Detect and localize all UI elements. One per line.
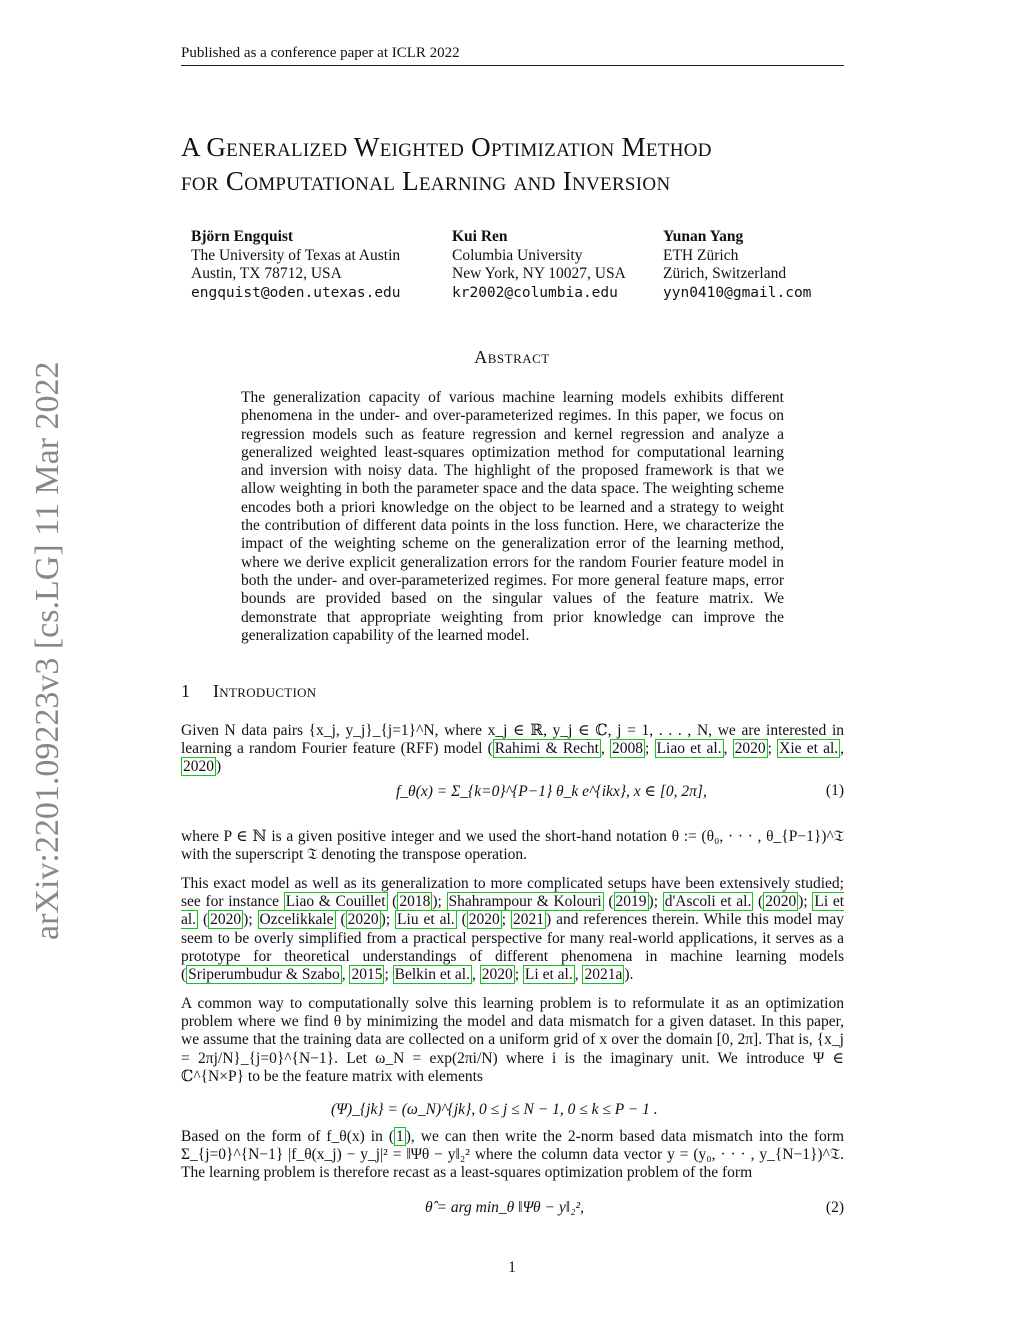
author-address: Zürich, Switzerland — [663, 265, 787, 282]
citation-link[interactable]: Sriperumbudur & Szabo — [188, 966, 340, 984]
intro-paragraph-1: Given N data pairs {x_j, y_j}_{j=1}^N, where x_j ∈ ℝ, y_j ∈ ℂ, j = 1, . . . , N, we are interested in learning a random Fourier feature (RFF) model ( Rahimi & Recht , 2008 ; Liao et al. , 2020 ; Xie et al. , 2020 ) — [181, 722, 845, 776]
equation-1 — [181, 782, 844, 802]
author-address: New York, NY 10027, USA — [452, 265, 626, 282]
paragraph-text: Given N data pairs {x_j, y_j}_{j=1}^N, where x_j ∈ ℝ, y_j ∈ ℂ, j = 1, . . . , N, we are interested in learning a random Fourier feature (RFF) model ( — [181, 722, 844, 758]
citation-link[interactable]: Liao et al. — [656, 740, 722, 758]
intro-paragraph-3: This exact model as well as its generalization to more complicated setups have been extensively studied; see for instance Liao & Couillet ( 2018 ); Shahrampour & Kolouri ( 2019 ); d'Ascoli et al. ( 2020 ); Li et al. ( 2020 ); Ozcelikkale ( 2020 ); Liu et al. ( 2020 ; 2021 ) and references therein. While this model may seem to be overly simplified from a practical perspective for many real-world applications, it serves as a prototype for theoretical understandings of different phenomena in machine learning models ( Sriperumbudur & Szabo , 2015 ; Belkin et al. , 2020 ; Li et al. , 2021a ). — [181, 875, 845, 984]
author-affiliation: Columbia University — [452, 246, 583, 264]
equation-psi — [181, 1101, 844, 1121]
intro-paragraph-5 — [181, 1128, 844, 1183]
citation-link[interactable]: 2021a — [584, 966, 623, 984]
intro-paragraph-4: A common way to computationally solve this learning problem is to reformulate it as an optimization problem where we find θ by minimizing the model and data mismatch for a given dataset. In this paper, we assume that the training data are collected on a uniform grid of x over the domain [0, 2π]. That is, {x_j = 2πj/N}_{j=0}^{N−1}. Let ω_N = exp(2πi/N) where i is the imaginary unit. We introduce Ψ ∈ ℂ^{N×P} to be the feature matrix with elements — [181, 995, 844, 1085]
intro-paragraph-2: where P ∈ ℕ is a given positive integer and we used the short-hand notation θ := (θ₀, · · · , θ_{P−1})^𝔗 with the superscript 𝔗 denoting the transpose operation. — [181, 828, 844, 864]
citation-link[interactable]: 2020 — [183, 758, 214, 776]
citation-link[interactable]: Li et al. — [524, 966, 573, 984]
author-name: Yunan Yang — [663, 228, 744, 245]
citation-link[interactable]: 2019 — [615, 893, 647, 911]
citation-link[interactable]: Liu et al. — [397, 911, 455, 929]
paragraph-text: This exact model as well as its generalization to more complicated setups have been extensively studied; see for instance — [181, 875, 844, 911]
author-address: Austin, TX 78712, USA — [191, 265, 342, 282]
title-line-1: A Generalized Weighted Optimization Method — [181, 132, 712, 162]
author-name: Björn Engquist — [191, 228, 294, 245]
author-affiliation: The University of Texas at Austin — [191, 246, 401, 264]
paragraph-text: Based on the form of f_θ(x) in ( — [181, 1128, 394, 1145]
section-number: 1 — [181, 681, 191, 701]
author-email[interactable]: yyn0410@gmail.com — [663, 284, 812, 301]
citation-link[interactable]: Liao & Couillet — [285, 893, 386, 911]
citation-link[interactable]: 2018 — [399, 893, 431, 911]
author-email[interactable]: engquist@oden.utexas.edu — [191, 284, 401, 301]
author-block-2 — [452, 228, 626, 302]
citation-link[interactable]: Xie et al. — [779, 740, 839, 758]
title-line-2: for Computational Learning and Inversion — [181, 166, 671, 196]
equation-body: θ̂ = arg min_θ ‖Ψθ − y‖₂², — [425, 1199, 584, 1216]
equation-body: f_θ(x) = Σ_{k=0}^{P−1} θ_k e^{ikx}, x ∈ [0, 2π], — [396, 783, 707, 800]
running-header: Published as a conference paper at ICLR 2022 — [181, 44, 844, 66]
abstract-text: The generalization capacity of various machine learning models exhibits different phenomena in the under- and over-parameterized regimes. In this paper, we focus on regression models such as feature regression and kernel regression and analyze a generalized weighted least-squares optimization method for computational learning and inversion with noisy data. The highlight of the proposed framework is that we allow weighting in both the parameter space and the data space. The weighting scheme encodes both a priori knowledge on the object to be learned and a strategy to weight the contribution of different data points in the loss function. Here, we characterize the impact of the weighting scheme on the generalization error of the learning method, where we derive explicit generalization errors for the random Fourier feature model in both the under- and over-parameterized regimes. For more general feature maps, error bounds are provided based on the singular values of the feature matrix. We demonstrate that appropriate weighting from prior knowledge can improve the generalization capability of the learned model. — [241, 389, 784, 644]
author-block-1 — [191, 228, 401, 302]
paper-title — [181, 130, 861, 198]
citation-link[interactable]: Rahimi & Recht — [494, 740, 599, 758]
paragraph-text: and references therein. While this model may seem to be overly simplified from a practical perspective for many real-world applications, it serves as a prototype for theoretical understandings of different phenomena in machine learning models ( — [181, 911, 844, 984]
citation-link[interactable]: 2008 — [612, 740, 644, 758]
citation-link[interactable]: Shahrampour & Kolouri — [448, 893, 602, 911]
author-block-3 — [663, 228, 811, 302]
author-name: Kui Ren — [452, 228, 508, 245]
citation-link[interactable]: d'Ascoli et al. — [664, 893, 752, 911]
section-heading — [181, 681, 316, 702]
citation-link[interactable]: 2020 — [468, 911, 500, 929]
abstract-heading: Abstract — [474, 347, 550, 367]
paragraph-text: ), we can then write the 2-norm based data mismatch into the form Σ_{j=0}^{N−1} |f_θ(x_j) − y_j|² = ‖Ψθ − y‖₂² where the column data vector y = (y₀, · · · , y_{N−1})^𝔗. The learning problem is therefore recast as a least-squares optimization problem of the form — [181, 1128, 844, 1182]
citation-link[interactable]: Belkin et al. — [394, 966, 470, 984]
citation-link[interactable]: 2015 — [351, 966, 383, 984]
citation-link[interactable]: Ozcelikkale — [259, 911, 334, 929]
equation-2 — [181, 1199, 844, 1221]
citation-link[interactable]: 2020 — [481, 966, 513, 984]
equation-number: (2) — [825, 1199, 844, 1216]
author-email[interactable]: kr2002@columbia.edu — [452, 284, 618, 301]
citation-link[interactable]: 2020 — [210, 911, 242, 929]
page-number: 1 — [508, 1259, 516, 1276]
equation-body: (Ψ)_{jk} = (ω_N)^{jk}, 0 ≤ j ≤ N − 1, 0 ≤ k ≤ P − 1 . — [331, 1101, 658, 1118]
citation-link[interactable]: 2020 — [734, 740, 766, 758]
equation-ref-link[interactable]: 1 — [395, 1128, 404, 1145]
section-title: Introduction — [213, 681, 317, 701]
equation-number: (1) — [825, 782, 844, 799]
author-affiliation: ETH Zürich — [663, 246, 739, 264]
citation-link[interactable]: 2020 — [765, 893, 797, 911]
citation-link[interactable]: 2020 — [347, 911, 379, 929]
arxiv-stamp: arXiv:2201.09223v3 [cs.LG] 11 Mar 2022 — [29, 361, 66, 940]
citation-link[interactable]: Li et al. — [181, 893, 845, 929]
citation-link[interactable]: 2021 — [513, 911, 544, 929]
